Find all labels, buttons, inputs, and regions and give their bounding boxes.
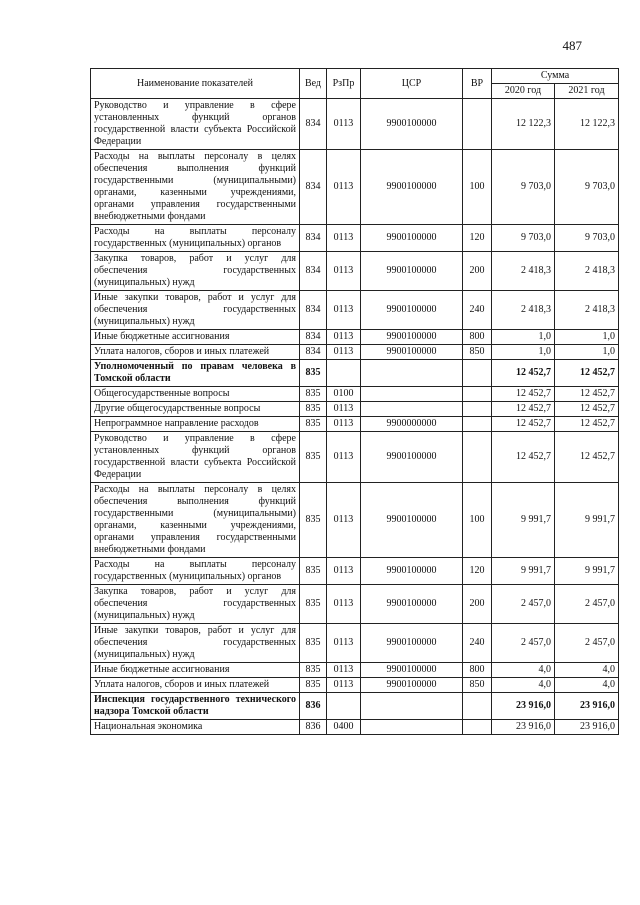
header-year-2021: 2021 год bbox=[555, 84, 619, 99]
table-row bbox=[91, 252, 619, 291]
cell-y2020: 12 452,7 bbox=[492, 432, 555, 483]
cell-csr: 9900100000 bbox=[361, 291, 463, 330]
cell-name: Руководство и управление в сфере установленных функций органов государственной власти субъекта Российской Федерации bbox=[91, 99, 300, 150]
cell-name: Расходы на выплаты персоналу в целях обеспечения выполнения функций государственными (муниципальными) органами, казенными учреждениями, органами управления государственными внебюджетными фондами bbox=[91, 150, 300, 225]
cell-vr: 800 bbox=[463, 330, 492, 345]
cell-rzpr: 0113 bbox=[327, 291, 361, 330]
cell-name: Общегосударственные вопросы bbox=[91, 387, 300, 402]
table-row bbox=[91, 291, 619, 330]
table-row bbox=[91, 720, 619, 735]
table-row bbox=[91, 693, 619, 720]
cell-y2020: 12 452,7 bbox=[492, 360, 555, 387]
table-row bbox=[91, 99, 619, 150]
cell-rzpr: 0113 bbox=[327, 432, 361, 483]
cell-rzpr: 0100 bbox=[327, 387, 361, 402]
cell-y2021: 1,0 bbox=[555, 330, 619, 345]
cell-rzpr: 0113 bbox=[327, 225, 361, 252]
cell-csr: 9900100000 bbox=[361, 483, 463, 558]
cell-name: Иные закупки товаров, работ и услуг для обеспечения государственных (муниципальных) нужд bbox=[91, 291, 300, 330]
cell-vr: 200 bbox=[463, 252, 492, 291]
cell-ved: 835 bbox=[300, 483, 327, 558]
cell-name: Закупка товаров, работ и услуг для обеспечения государственных (муниципальных) нужд bbox=[91, 252, 300, 291]
cell-rzpr: 0113 bbox=[327, 558, 361, 585]
cell-y2020: 12 122,3 bbox=[492, 99, 555, 150]
table-row bbox=[91, 432, 619, 483]
table-body bbox=[91, 99, 619, 735]
cell-y2020: 9 703,0 bbox=[492, 225, 555, 252]
cell-y2021: 9 991,7 bbox=[555, 558, 619, 585]
cell-y2021: 12 122,3 bbox=[555, 99, 619, 150]
table-row bbox=[91, 663, 619, 678]
table-row bbox=[91, 558, 619, 585]
table-row bbox=[91, 150, 619, 225]
table-header bbox=[91, 69, 619, 99]
cell-rzpr: 0113 bbox=[327, 150, 361, 225]
cell-y2021: 2 457,0 bbox=[555, 585, 619, 624]
cell-vr: 100 bbox=[463, 150, 492, 225]
cell-name: Иные бюджетные ассигнования bbox=[91, 330, 300, 345]
cell-y2021: 9 991,7 bbox=[555, 483, 619, 558]
cell-ved: 834 bbox=[300, 252, 327, 291]
cell-name: Другие общегосударственные вопросы bbox=[91, 402, 300, 417]
cell-ved: 835 bbox=[300, 402, 327, 417]
cell-name: Иные бюджетные ассигнования bbox=[91, 663, 300, 678]
table-row bbox=[91, 483, 619, 558]
budget-table bbox=[90, 68, 619, 735]
cell-vr: 800 bbox=[463, 663, 492, 678]
cell-y2021: 4,0 bbox=[555, 678, 619, 693]
cell-csr: 9900100000 bbox=[361, 678, 463, 693]
cell-ved: 835 bbox=[300, 624, 327, 663]
cell-vr bbox=[463, 402, 492, 417]
cell-vr bbox=[463, 417, 492, 432]
cell-csr: 9900100000 bbox=[361, 558, 463, 585]
cell-y2020: 23 916,0 bbox=[492, 693, 555, 720]
cell-y2020: 2 418,3 bbox=[492, 291, 555, 330]
cell-vr bbox=[463, 693, 492, 720]
cell-rzpr bbox=[327, 360, 361, 387]
cell-rzpr: 0113 bbox=[327, 483, 361, 558]
cell-name: Руководство и управление в сфере установленных функций органов государственной власти субъекта Российской Федерации bbox=[91, 432, 300, 483]
header-csr: ЦСР bbox=[361, 69, 463, 99]
cell-vr: 850 bbox=[463, 678, 492, 693]
cell-rzpr bbox=[327, 693, 361, 720]
cell-csr: 9900100000 bbox=[361, 345, 463, 360]
table-row bbox=[91, 225, 619, 252]
header-vr: ВР bbox=[463, 69, 492, 99]
cell-y2020: 9 703,0 bbox=[492, 150, 555, 225]
cell-ved: 835 bbox=[300, 387, 327, 402]
cell-rzpr: 0113 bbox=[327, 624, 361, 663]
cell-ved: 835 bbox=[300, 663, 327, 678]
cell-y2021: 9 703,0 bbox=[555, 150, 619, 225]
cell-vr bbox=[463, 99, 492, 150]
cell-y2021: 2 418,3 bbox=[555, 252, 619, 291]
cell-y2020: 12 452,7 bbox=[492, 417, 555, 432]
table-row bbox=[91, 585, 619, 624]
cell-y2020: 2 457,0 bbox=[492, 585, 555, 624]
header-year-2020: 2020 год bbox=[492, 84, 555, 99]
cell-vr bbox=[463, 387, 492, 402]
cell-y2020: 2 457,0 bbox=[492, 624, 555, 663]
table-row bbox=[91, 360, 619, 387]
cell-ved: 834 bbox=[300, 291, 327, 330]
cell-y2021: 1,0 bbox=[555, 345, 619, 360]
cell-name: Закупка товаров, работ и услуг для обеспечения государственных (муниципальных) нужд bbox=[91, 585, 300, 624]
cell-name: Уполномоченный по правам человека в Томской области bbox=[91, 360, 300, 387]
cell-rzpr: 0113 bbox=[327, 585, 361, 624]
cell-rzpr: 0113 bbox=[327, 417, 361, 432]
cell-csr: 9900000000 bbox=[361, 417, 463, 432]
cell-csr: 9900100000 bbox=[361, 252, 463, 291]
cell-vr: 850 bbox=[463, 345, 492, 360]
table-row bbox=[91, 330, 619, 345]
cell-vr: 100 bbox=[463, 483, 492, 558]
cell-csr bbox=[361, 693, 463, 720]
cell-y2021: 9 703,0 bbox=[555, 225, 619, 252]
cell-name: Расходы на выплаты персоналу государственных (муниципальных) органов bbox=[91, 225, 300, 252]
cell-rzpr: 0113 bbox=[327, 99, 361, 150]
cell-csr bbox=[361, 387, 463, 402]
cell-y2021: 12 452,7 bbox=[555, 417, 619, 432]
cell-rzpr: 0113 bbox=[327, 345, 361, 360]
cell-ved: 834 bbox=[300, 330, 327, 345]
cell-y2021: 23 916,0 bbox=[555, 693, 619, 720]
cell-ved: 835 bbox=[300, 360, 327, 387]
cell-y2020: 1,0 bbox=[492, 330, 555, 345]
cell-rzpr: 0113 bbox=[327, 678, 361, 693]
cell-y2021: 12 452,7 bbox=[555, 360, 619, 387]
cell-vr: 200 bbox=[463, 585, 492, 624]
table-row bbox=[91, 417, 619, 432]
table-row bbox=[91, 678, 619, 693]
cell-vr: 120 bbox=[463, 558, 492, 585]
cell-name: Расходы на выплаты персоналу в целях обеспечения выполнения функций государственными (муниципальными) органами, казенными учреждениями, органами управления государственными внебюджетными фондами bbox=[91, 483, 300, 558]
cell-ved: 836 bbox=[300, 693, 327, 720]
cell-csr: 9900100000 bbox=[361, 99, 463, 150]
cell-rzpr: 0113 bbox=[327, 402, 361, 417]
cell-ved: 835 bbox=[300, 417, 327, 432]
cell-csr: 9900100000 bbox=[361, 585, 463, 624]
cell-y2020: 9 991,7 bbox=[492, 558, 555, 585]
cell-rzpr: 0113 bbox=[327, 663, 361, 678]
cell-y2021: 23 916,0 bbox=[555, 720, 619, 735]
cell-name: Уплата налогов, сборов и иных платежей bbox=[91, 678, 300, 693]
cell-y2020: 4,0 bbox=[492, 663, 555, 678]
cell-csr: 9900100000 bbox=[361, 225, 463, 252]
cell-name: Национальная экономика bbox=[91, 720, 300, 735]
cell-csr: 9900100000 bbox=[361, 432, 463, 483]
cell-y2020: 2 418,3 bbox=[492, 252, 555, 291]
table-row bbox=[91, 624, 619, 663]
cell-ved: 835 bbox=[300, 432, 327, 483]
cell-y2020: 1,0 bbox=[492, 345, 555, 360]
cell-vr bbox=[463, 432, 492, 483]
cell-name: Иные закупки товаров, работ и услуг для обеспечения государственных (муниципальных) нужд bbox=[91, 624, 300, 663]
cell-rzpr: 0400 bbox=[327, 720, 361, 735]
cell-ved: 835 bbox=[300, 585, 327, 624]
cell-y2020: 12 452,7 bbox=[492, 387, 555, 402]
table-row bbox=[91, 402, 619, 417]
cell-csr bbox=[361, 720, 463, 735]
cell-y2021: 2 457,0 bbox=[555, 624, 619, 663]
cell-name: Расходы на выплаты персоналу государственных (муниципальных) органов bbox=[91, 558, 300, 585]
cell-y2020: 9 991,7 bbox=[492, 483, 555, 558]
cell-vr: 120 bbox=[463, 225, 492, 252]
cell-ved: 836 bbox=[300, 720, 327, 735]
cell-ved: 834 bbox=[300, 99, 327, 150]
cell-y2021: 12 452,7 bbox=[555, 387, 619, 402]
cell-name: Непрограммное направление расходов bbox=[91, 417, 300, 432]
cell-y2020: 12 452,7 bbox=[492, 402, 555, 417]
cell-csr bbox=[361, 402, 463, 417]
cell-ved: 834 bbox=[300, 345, 327, 360]
cell-csr: 9900100000 bbox=[361, 663, 463, 678]
cell-y2020: 4,0 bbox=[492, 678, 555, 693]
cell-name: Инспекция государственного технического надзора Томской области bbox=[91, 693, 300, 720]
cell-y2021: 2 418,3 bbox=[555, 291, 619, 330]
header-name: Наименование показателей bbox=[91, 69, 300, 99]
cell-y2020: 23 916,0 bbox=[492, 720, 555, 735]
header-ved: Вед bbox=[300, 69, 327, 99]
cell-ved: 835 bbox=[300, 558, 327, 585]
cell-csr bbox=[361, 360, 463, 387]
cell-y2021: 4,0 bbox=[555, 663, 619, 678]
cell-ved: 835 bbox=[300, 678, 327, 693]
cell-csr: 9900100000 bbox=[361, 330, 463, 345]
cell-name: Уплата налогов, сборов и иных платежей bbox=[91, 345, 300, 360]
cell-vr bbox=[463, 720, 492, 735]
cell-csr: 9900100000 bbox=[361, 150, 463, 225]
cell-ved: 834 bbox=[300, 150, 327, 225]
header-rzpr: РзПр bbox=[327, 69, 361, 99]
cell-csr: 9900100000 bbox=[361, 624, 463, 663]
cell-vr: 240 bbox=[463, 624, 492, 663]
cell-y2021: 12 452,7 bbox=[555, 402, 619, 417]
header-sum: Сумма bbox=[492, 69, 619, 84]
table-row bbox=[91, 345, 619, 360]
cell-ved: 834 bbox=[300, 225, 327, 252]
cell-vr bbox=[463, 360, 492, 387]
cell-rzpr: 0113 bbox=[327, 252, 361, 291]
table-row bbox=[91, 387, 619, 402]
cell-rzpr: 0113 bbox=[327, 330, 361, 345]
cell-y2021: 12 452,7 bbox=[555, 432, 619, 483]
cell-vr: 240 bbox=[463, 291, 492, 330]
page-number: 487 bbox=[562, 38, 582, 53]
